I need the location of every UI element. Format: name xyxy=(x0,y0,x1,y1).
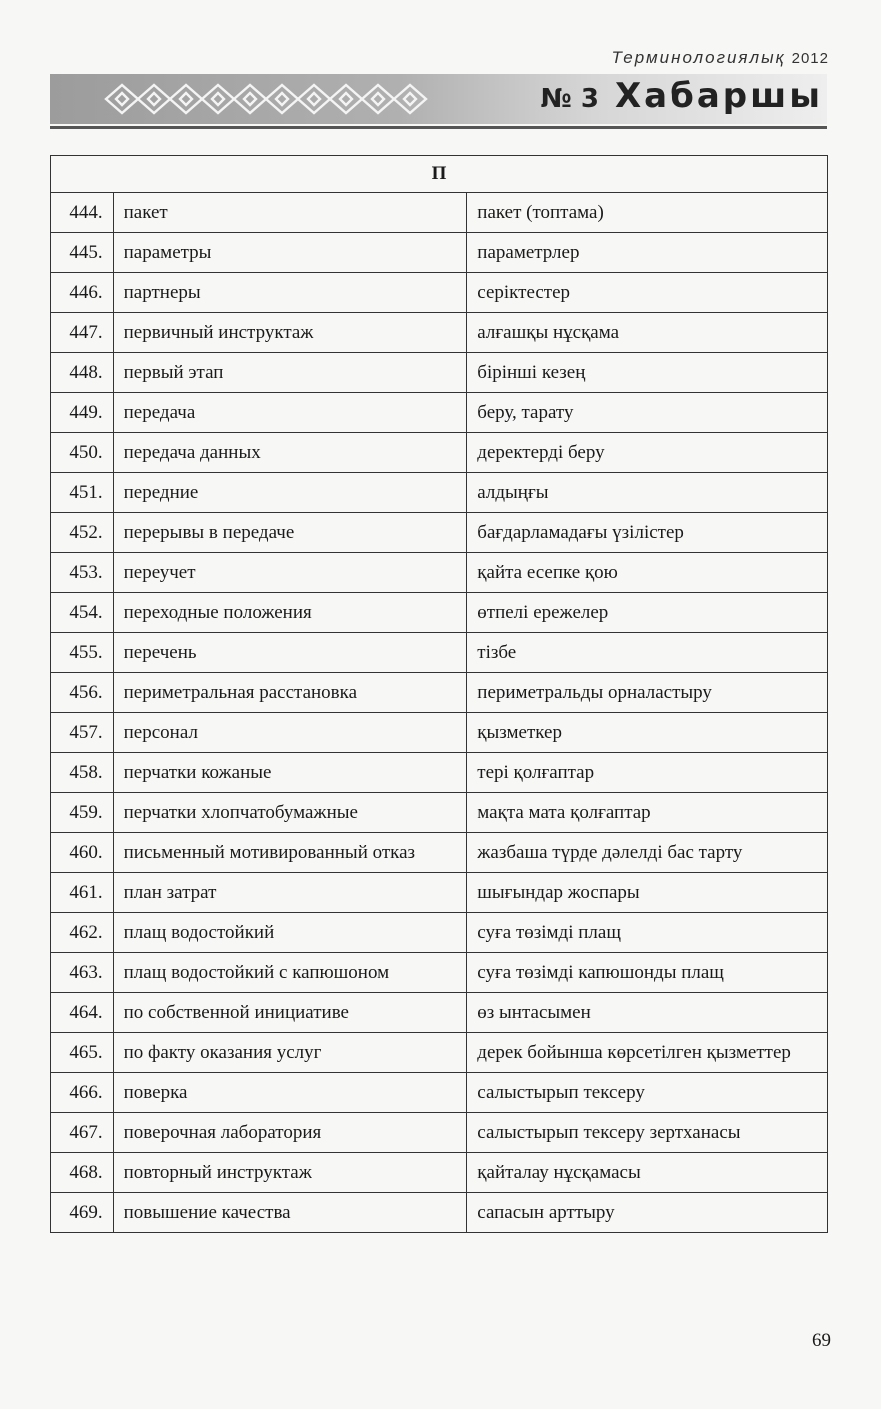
table-row xyxy=(51,553,828,593)
kazakh-term: салыстырып тексеру xyxy=(467,1073,828,1113)
russian-term: план затрат xyxy=(113,873,467,913)
kazakh-term: тері қолғаптар xyxy=(467,753,828,793)
russian-term: по факту оказания услуг xyxy=(113,1033,467,1073)
russian-term: передние xyxy=(113,473,467,513)
kazakh-term: деректерді беру xyxy=(467,433,828,473)
russian-term: параметры xyxy=(113,233,467,273)
table-row xyxy=(51,593,828,633)
kazakh-term: параметрлер xyxy=(467,233,828,273)
row-number: 454. xyxy=(51,593,114,633)
row-number: 453. xyxy=(51,553,114,593)
header-banner xyxy=(50,74,827,124)
russian-term: поверка xyxy=(113,1073,467,1113)
row-number: 467. xyxy=(51,1113,114,1153)
row-number: 449. xyxy=(51,393,114,433)
russian-term: поверочная лаборатория xyxy=(113,1113,467,1153)
row-number: 456. xyxy=(51,673,114,713)
section-letter-row xyxy=(51,156,828,193)
table-row xyxy=(51,953,828,993)
table-row xyxy=(51,353,828,393)
russian-term: повышение качества xyxy=(113,1193,467,1233)
page-number: 69 xyxy=(812,1330,831,1351)
table-row xyxy=(51,1113,828,1153)
table-row xyxy=(51,1153,828,1193)
russian-term: пакет xyxy=(113,193,467,233)
row-number: 450. xyxy=(51,433,114,473)
table-row xyxy=(51,433,828,473)
table-row xyxy=(51,393,828,433)
kazakh-term: суға төзімді плащ xyxy=(467,913,828,953)
journal-name: Терминологиялық xyxy=(611,48,786,67)
row-number: 457. xyxy=(51,713,114,753)
table-row xyxy=(51,193,828,233)
table-row xyxy=(51,993,828,1033)
table-row xyxy=(51,633,828,673)
banner-title xyxy=(541,76,823,116)
kazakh-term: өз ынтасымен xyxy=(467,993,828,1033)
table-row xyxy=(51,313,828,353)
russian-term: первичный инструктаж xyxy=(113,313,467,353)
table-row xyxy=(51,473,828,513)
table-row xyxy=(51,1033,828,1073)
row-number: 445. xyxy=(51,233,114,273)
kazakh-term: алдыңғы xyxy=(467,473,828,513)
kazakh-term: дерек бойынша көрсетілген қызметтер xyxy=(467,1033,828,1073)
row-number: 444. xyxy=(51,193,114,233)
russian-term: переучет xyxy=(113,553,467,593)
russian-term: плащ водостойкий с капюшоном xyxy=(113,953,467,993)
row-number: 448. xyxy=(51,353,114,393)
kazakh-term: бағдарламадағы үзілістер xyxy=(467,513,828,553)
terms-table xyxy=(50,155,828,1233)
russian-term: письменный мотивированный отказ xyxy=(113,833,467,873)
kazakh-term: қызметкер xyxy=(467,713,828,753)
issue-number: № 3 xyxy=(540,84,599,114)
russian-term: персонал xyxy=(113,713,467,753)
row-number: 466. xyxy=(51,1073,114,1113)
row-number: 461. xyxy=(51,873,114,913)
section-letter: П xyxy=(51,156,828,193)
table-row xyxy=(51,273,828,313)
table-row xyxy=(51,233,828,273)
table-row xyxy=(51,873,828,913)
row-number: 446. xyxy=(51,273,114,313)
table-row xyxy=(51,793,828,833)
russian-term: переходные положения xyxy=(113,593,467,633)
russian-term: перчатки кожаные xyxy=(113,753,467,793)
kazakh-term: сапасын арттыру xyxy=(467,1193,828,1233)
table-row xyxy=(51,753,828,793)
russian-term: перчатки хлопчатобумажные xyxy=(113,793,467,833)
row-number: 464. xyxy=(51,993,114,1033)
russian-term: перечень xyxy=(113,633,467,673)
kazakh-term: қайталау нұсқамасы xyxy=(467,1153,828,1193)
journal-year: 2012 xyxy=(791,50,829,67)
russian-term: плащ водостойкий xyxy=(113,913,467,953)
kazakh-term: пакет (топтама) xyxy=(467,193,828,233)
bulletin-title: Хабаршы xyxy=(614,76,823,116)
table-row xyxy=(51,513,828,553)
row-number: 462. xyxy=(51,913,114,953)
kazakh-term: мақта мата қолғаптар xyxy=(467,793,828,833)
table-row xyxy=(51,1193,828,1233)
kazakh-term: алғашқы нұсқама xyxy=(467,313,828,353)
russian-term: повторный инструктаж xyxy=(113,1153,467,1193)
russian-term: по собственной инициативе xyxy=(113,993,467,1033)
header-rule xyxy=(50,126,827,129)
kazakh-term: шығындар жоспары xyxy=(467,873,828,913)
table-row xyxy=(51,673,828,713)
russian-term: первый этап xyxy=(113,353,467,393)
kazakh-term: периметральды орналастыру xyxy=(467,673,828,713)
row-number: 460. xyxy=(51,833,114,873)
table-row xyxy=(51,1073,828,1113)
row-number: 455. xyxy=(51,633,114,673)
russian-term: партнеры xyxy=(113,273,467,313)
russian-term: перерывы в передаче xyxy=(113,513,467,553)
row-number: 452. xyxy=(51,513,114,553)
kazakh-term: тізбе xyxy=(467,633,828,673)
row-number: 459. xyxy=(51,793,114,833)
table-row xyxy=(51,833,828,873)
russian-term: передача данных xyxy=(113,433,467,473)
row-number: 465. xyxy=(51,1033,114,1073)
kazakh-term: беру, тарату xyxy=(467,393,828,433)
russian-term: передача xyxy=(113,393,467,433)
kazakh-term: суға төзімді капюшонды плащ xyxy=(467,953,828,993)
ornament-pattern-icon xyxy=(102,80,442,118)
kazakh-term: салыстырып тексеру зертханасы xyxy=(467,1113,828,1153)
kazakh-term: өтпелі ережелер xyxy=(467,593,828,633)
russian-term: периметральная расстановка xyxy=(113,673,467,713)
table-row xyxy=(51,713,828,753)
kazakh-term: жазбаша түрде дәлелді бас тарту xyxy=(467,833,828,873)
kazakh-term: серіктестер xyxy=(467,273,828,313)
row-number: 451. xyxy=(51,473,114,513)
row-number: 447. xyxy=(51,313,114,353)
row-number: 463. xyxy=(51,953,114,993)
row-number: 469. xyxy=(51,1193,114,1233)
header-journal-line xyxy=(611,48,829,68)
kazakh-term: қайта есепке қою xyxy=(467,553,828,593)
row-number: 458. xyxy=(51,753,114,793)
row-number: 468. xyxy=(51,1153,114,1193)
kazakh-term: бірінші кезең xyxy=(467,353,828,393)
table-row xyxy=(51,913,828,953)
